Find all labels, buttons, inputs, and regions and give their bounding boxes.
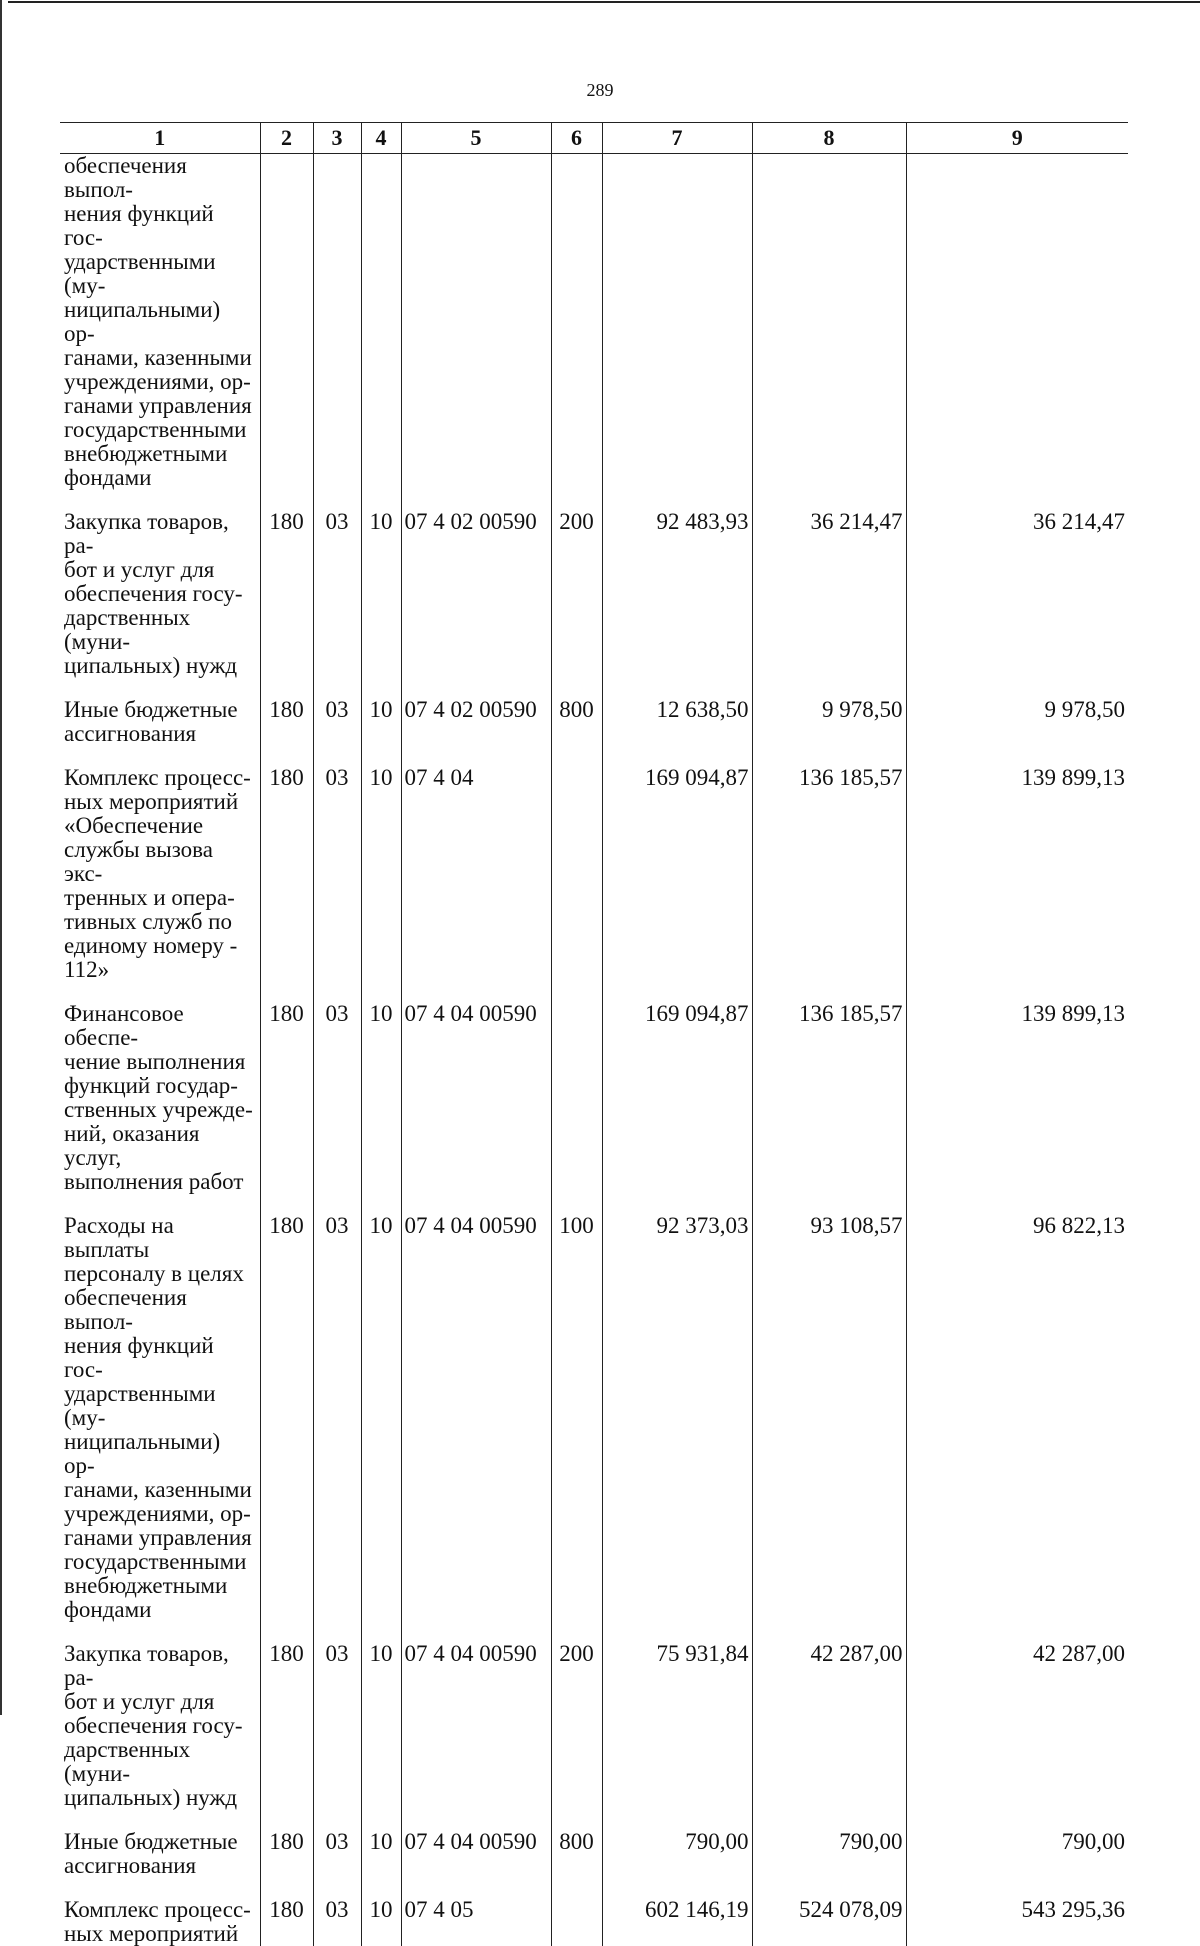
expense-type-cell (551, 1898, 602, 1946)
amount-col9-cell: 543 295,36 (906, 1898, 1128, 1946)
ministry-code-cell: 180 (260, 698, 313, 746)
row-name-line: обеспечения госу- (64, 581, 243, 606)
target-article-cell: 07 4 05 (401, 1898, 551, 1946)
row-name-line: обеспечения выпол- (64, 153, 187, 202)
spacer-cell (551, 1622, 602, 1642)
row-name-line: единому номеру - (64, 933, 237, 958)
amount-col8-cell: 42 287,00 (752, 1642, 906, 1810)
spacer-cell (361, 982, 401, 1002)
table-row (60, 1214, 1128, 1622)
section-code-cell: 03 (313, 1830, 361, 1878)
amount-col7-cell: 75 931,84 (602, 1642, 752, 1810)
header-col-1: 1 (60, 123, 260, 154)
section-code-cell: 03 (313, 1002, 361, 1194)
spacer-cell (401, 678, 551, 698)
spacer-cell (602, 1194, 752, 1214)
section-code-cell: 03 (313, 766, 361, 982)
target-article-cell: 07 4 04 00590 (401, 1214, 551, 1622)
row-name-line: ципальных) нужд (64, 1785, 237, 1810)
row-name-line: Финансовое обеспе- (64, 1001, 184, 1050)
row-name-line: тивных служб по (64, 909, 232, 934)
row-name-line: учреждениями, ор- (64, 1501, 251, 1526)
amount-col7-cell: 790,00 (602, 1830, 752, 1878)
amount-col7-cell: 92 373,03 (602, 1214, 752, 1622)
row-name-line: ниципальными) ор- (64, 297, 220, 346)
row-name-cell (60, 1642, 260, 1810)
table-row (60, 766, 1128, 982)
target-article-cell: 07 4 02 00590 (401, 510, 551, 678)
table-body (60, 154, 1128, 1946)
spacer-cell (551, 746, 602, 766)
spacer-cell (313, 746, 361, 766)
spacer-cell (602, 1622, 752, 1642)
row-name-line: нения функций гос- (64, 1333, 214, 1382)
row-name-line: ганами, казенными (64, 345, 252, 370)
spacer-cell (752, 678, 906, 698)
spacer-cell (906, 982, 1128, 1002)
amount-col7-cell: 12 638,50 (602, 698, 752, 746)
amount-col8-cell: 524 078,09 (752, 1898, 906, 1946)
row-name-line: нения функций гос- (64, 201, 214, 250)
subsection-code-cell: 10 (361, 510, 401, 678)
row-spacer (60, 490, 1128, 510)
ministry-code-cell (260, 154, 313, 491)
row-name-line: ганами управления (64, 393, 252, 418)
spacer-cell (313, 982, 361, 1002)
spacer-cell (361, 1194, 401, 1214)
spacer-cell (313, 1810, 361, 1830)
spacer-cell (602, 1810, 752, 1830)
spacer-cell (361, 490, 401, 510)
spacer-cell (313, 678, 361, 698)
row-name-line: ударственными (му- (64, 249, 216, 298)
spacer-cell (401, 1622, 551, 1642)
spacer-cell (752, 490, 906, 510)
spacer-cell (752, 1878, 906, 1898)
spacer-cell (60, 1810, 260, 1830)
spacer-cell (313, 490, 361, 510)
header-col-2: 2 (260, 123, 313, 154)
amount-col7-cell: 169 094,87 (602, 766, 752, 982)
expense-type-cell: 800 (551, 1830, 602, 1878)
spacer-cell (361, 746, 401, 766)
row-name-line: Комплекс процесс- (64, 765, 251, 790)
header-col-3: 3 (313, 123, 361, 154)
spacer-cell (602, 678, 752, 698)
row-name-line: ударственными (му- (64, 1381, 216, 1430)
spacer-cell (361, 1878, 401, 1898)
subsection-code-cell: 10 (361, 1898, 401, 1946)
expense-type-cell: 800 (551, 698, 602, 746)
row-name-line: ципальных) нужд (64, 653, 237, 678)
spacer-cell (361, 1622, 401, 1642)
table-header-row (60, 123, 1128, 154)
row-spacer (60, 746, 1128, 766)
row-name-cell (60, 154, 260, 491)
spacer-cell (260, 490, 313, 510)
spacer-cell (401, 490, 551, 510)
row-name-line: обеспечения госу- (64, 1713, 243, 1738)
row-name-line: бот и услуг для (64, 557, 214, 582)
subsection-code-cell: 10 (361, 766, 401, 982)
spacer-cell (906, 746, 1128, 766)
spacer-cell (602, 746, 752, 766)
row-name-line: внебюджетными (64, 441, 227, 466)
spacer-cell (906, 678, 1128, 698)
amount-col9-cell: 42 287,00 (906, 1642, 1128, 1810)
spacer-cell (60, 746, 260, 766)
amount-col9-cell: 139 899,13 (906, 766, 1128, 982)
subsection-code-cell: 10 (361, 1214, 401, 1622)
expense-type-cell: 200 (551, 510, 602, 678)
amount-col8-cell: 790,00 (752, 1830, 906, 1878)
row-name-line: фондами (64, 465, 152, 490)
row-name-cell (60, 510, 260, 678)
table-row (60, 1002, 1128, 1194)
spacer-cell (906, 1810, 1128, 1830)
spacer-cell (752, 746, 906, 766)
scan-top-border (8, 1, 1200, 3)
row-name-line: ных мероприятий (64, 789, 238, 814)
row-name-line: обеспечения выпол- (64, 1285, 187, 1334)
row-name-line: «Обеспечение (64, 813, 203, 838)
spacer-cell (401, 1810, 551, 1830)
row-spacer (60, 678, 1128, 698)
spacer-cell (313, 1194, 361, 1214)
spacer-cell (60, 1878, 260, 1898)
ministry-code-cell: 180 (260, 1642, 313, 1810)
amount-col9-cell: 9 978,50 (906, 698, 1128, 746)
header-col-9: 9 (906, 123, 1128, 154)
row-name-line: Иные бюджетные (64, 697, 238, 722)
row-name-line: ганами управления (64, 1525, 252, 1550)
row-name-line: выполнения работ (64, 1169, 243, 1194)
spacer-cell (752, 1194, 906, 1214)
row-name-line: функций государ- (64, 1073, 238, 1098)
header-col-5: 5 (401, 123, 551, 154)
row-name-line: тренных и опера- (64, 885, 235, 910)
target-article-cell: 07 4 04 00590 (401, 1642, 551, 1810)
row-name-line: внебюджетными (64, 1573, 227, 1598)
row-name-cell (60, 1898, 260, 1946)
row-name-line: дарственных (муни- (64, 1737, 190, 1786)
ministry-code-cell: 180 (260, 766, 313, 982)
amount-col7-cell (602, 154, 752, 491)
amount-col9-cell: 790,00 (906, 1830, 1128, 1878)
row-name-line: ниципальными) ор- (64, 1429, 220, 1478)
target-article-cell: 07 4 04 00590 (401, 1830, 551, 1878)
section-code-cell: 03 (313, 1898, 361, 1946)
section-code-cell: 03 (313, 698, 361, 746)
amount-col7-cell: 92 483,93 (602, 510, 752, 678)
spacer-cell (313, 1878, 361, 1898)
spacer-cell (260, 982, 313, 1002)
row-name-line: дарственных (муни- (64, 605, 190, 654)
table-row (60, 698, 1128, 746)
spacer-cell (401, 746, 551, 766)
spacer-cell (401, 1194, 551, 1214)
spacer-cell (361, 678, 401, 698)
ministry-code-cell: 180 (260, 1214, 313, 1622)
table-row (60, 154, 1128, 491)
spacer-cell (60, 1622, 260, 1642)
row-name-line: службы вызова экс- (64, 837, 213, 886)
spacer-cell (551, 1810, 602, 1830)
section-code-cell (313, 154, 361, 491)
row-name-line: 112» (64, 957, 109, 982)
row-name-line: Закупка товаров, ра- (64, 509, 229, 558)
subsection-code-cell: 10 (361, 698, 401, 746)
spacer-cell (602, 982, 752, 1002)
row-name-cell (60, 1830, 260, 1878)
table-row (60, 510, 1128, 678)
row-name-line: бот и услуг для (64, 1689, 214, 1714)
spacer-cell (906, 1622, 1128, 1642)
amount-col7-cell: 169 094,87 (602, 1002, 752, 1194)
amount-col8-cell: 9 978,50 (752, 698, 906, 746)
expense-type-cell: 200 (551, 1642, 602, 1810)
spacer-cell (551, 678, 602, 698)
row-spacer (60, 982, 1128, 1002)
spacer-cell (60, 490, 260, 510)
row-name-line: Комплекс процесс- (64, 1897, 251, 1922)
ministry-code-cell: 180 (260, 1002, 313, 1194)
ministry-code-cell: 180 (260, 1898, 313, 1946)
expense-type-cell (551, 1002, 602, 1194)
header-col-7: 7 (602, 123, 752, 154)
row-name-line: ассигнования (64, 721, 196, 746)
section-code-cell: 03 (313, 1642, 361, 1810)
amount-col8-cell: 136 185,57 (752, 1002, 906, 1194)
subsection-code-cell: 10 (361, 1642, 401, 1810)
expense-type-cell: 100 (551, 1214, 602, 1622)
row-name-line: ственных учрежде- (64, 1097, 253, 1122)
row-spacer (60, 1878, 1128, 1898)
row-name-line: государственными (64, 1549, 246, 1574)
scan-left-border (0, 0, 2, 1715)
spacer-cell (401, 982, 551, 1002)
spacer-cell (602, 1878, 752, 1898)
spacer-cell (260, 1810, 313, 1830)
spacer-cell (551, 1194, 602, 1214)
page-number: 289 (0, 80, 1200, 101)
amount-col9-cell: 96 822,13 (906, 1214, 1128, 1622)
target-article-cell: 07 4 02 00590 (401, 698, 551, 746)
spacer-cell (60, 1194, 260, 1214)
table-row (60, 1642, 1128, 1810)
row-name-cell (60, 766, 260, 982)
table-row (60, 1898, 1128, 1946)
expense-type-cell (551, 766, 602, 982)
row-spacer (60, 1194, 1128, 1214)
row-name-line: ных мероприятий (64, 1921, 238, 1946)
row-spacer (60, 1810, 1128, 1830)
amount-col8-cell: 93 108,57 (752, 1214, 906, 1622)
section-code-cell: 03 (313, 510, 361, 678)
header-col-4: 4 (361, 123, 401, 154)
spacer-cell (60, 982, 260, 1002)
spacer-cell (260, 678, 313, 698)
spacer-cell (752, 1622, 906, 1642)
spacer-cell (906, 1194, 1128, 1214)
target-article-cell (401, 154, 551, 491)
row-name-line: чение выполнения (64, 1049, 245, 1074)
subsection-code-cell: 10 (361, 1002, 401, 1194)
amount-col9-cell (906, 154, 1128, 491)
target-article-cell: 07 4 04 (401, 766, 551, 982)
target-article-cell: 07 4 04 00590 (401, 1002, 551, 1194)
spacer-cell (752, 1810, 906, 1830)
amount-col9-cell: 139 899,13 (906, 1002, 1128, 1194)
subsection-code-cell (361, 154, 401, 491)
spacer-cell (602, 490, 752, 510)
spacer-cell (551, 982, 602, 1002)
ministry-code-cell: 180 (260, 510, 313, 678)
spacer-cell (260, 1622, 313, 1642)
spacer-cell (313, 1622, 361, 1642)
section-code-cell: 03 (313, 1214, 361, 1622)
row-name-line: учреждениями, ор- (64, 369, 251, 394)
row-name-line: Закупка товаров, ра- (64, 1641, 229, 1690)
row-name-cell (60, 1214, 260, 1622)
spacer-cell (260, 1878, 313, 1898)
header-col-8: 8 (752, 123, 906, 154)
row-name-line: ганами, казенными (64, 1477, 252, 1502)
spacer-cell (752, 982, 906, 1002)
row-name-cell (60, 1002, 260, 1194)
row-name-line: ассигнования (64, 1853, 196, 1878)
spacer-cell (361, 1810, 401, 1830)
row-name-line: ний, оказания услуг, (64, 1121, 199, 1170)
row-name-line: государственными (64, 417, 246, 442)
subsection-code-cell: 10 (361, 1830, 401, 1878)
row-name-cell (60, 698, 260, 746)
amount-col8-cell (752, 154, 906, 491)
spacer-cell (60, 678, 260, 698)
row-name-line: персоналу в целях (64, 1261, 244, 1286)
spacer-cell (551, 1878, 602, 1898)
budget-table (60, 122, 1128, 1946)
amount-col8-cell: 36 214,47 (752, 510, 906, 678)
expense-type-cell (551, 154, 602, 491)
ministry-code-cell: 180 (260, 1830, 313, 1878)
spacer-cell (551, 490, 602, 510)
row-name-line: фондами (64, 1597, 152, 1622)
header-col-6: 6 (551, 123, 602, 154)
amount-col7-cell: 602 146,19 (602, 1898, 752, 1946)
spacer-cell (260, 1194, 313, 1214)
spacer-cell (906, 1878, 1128, 1898)
row-name-line: Расходы на выплаты (64, 1213, 174, 1262)
row-name-line: Иные бюджетные (64, 1829, 238, 1854)
table-row (60, 1830, 1128, 1878)
spacer-cell (260, 746, 313, 766)
amount-col8-cell: 136 185,57 (752, 766, 906, 982)
row-spacer (60, 1622, 1128, 1642)
amount-col9-cell: 36 214,47 (906, 510, 1128, 678)
spacer-cell (401, 1878, 551, 1898)
spacer-cell (906, 490, 1128, 510)
